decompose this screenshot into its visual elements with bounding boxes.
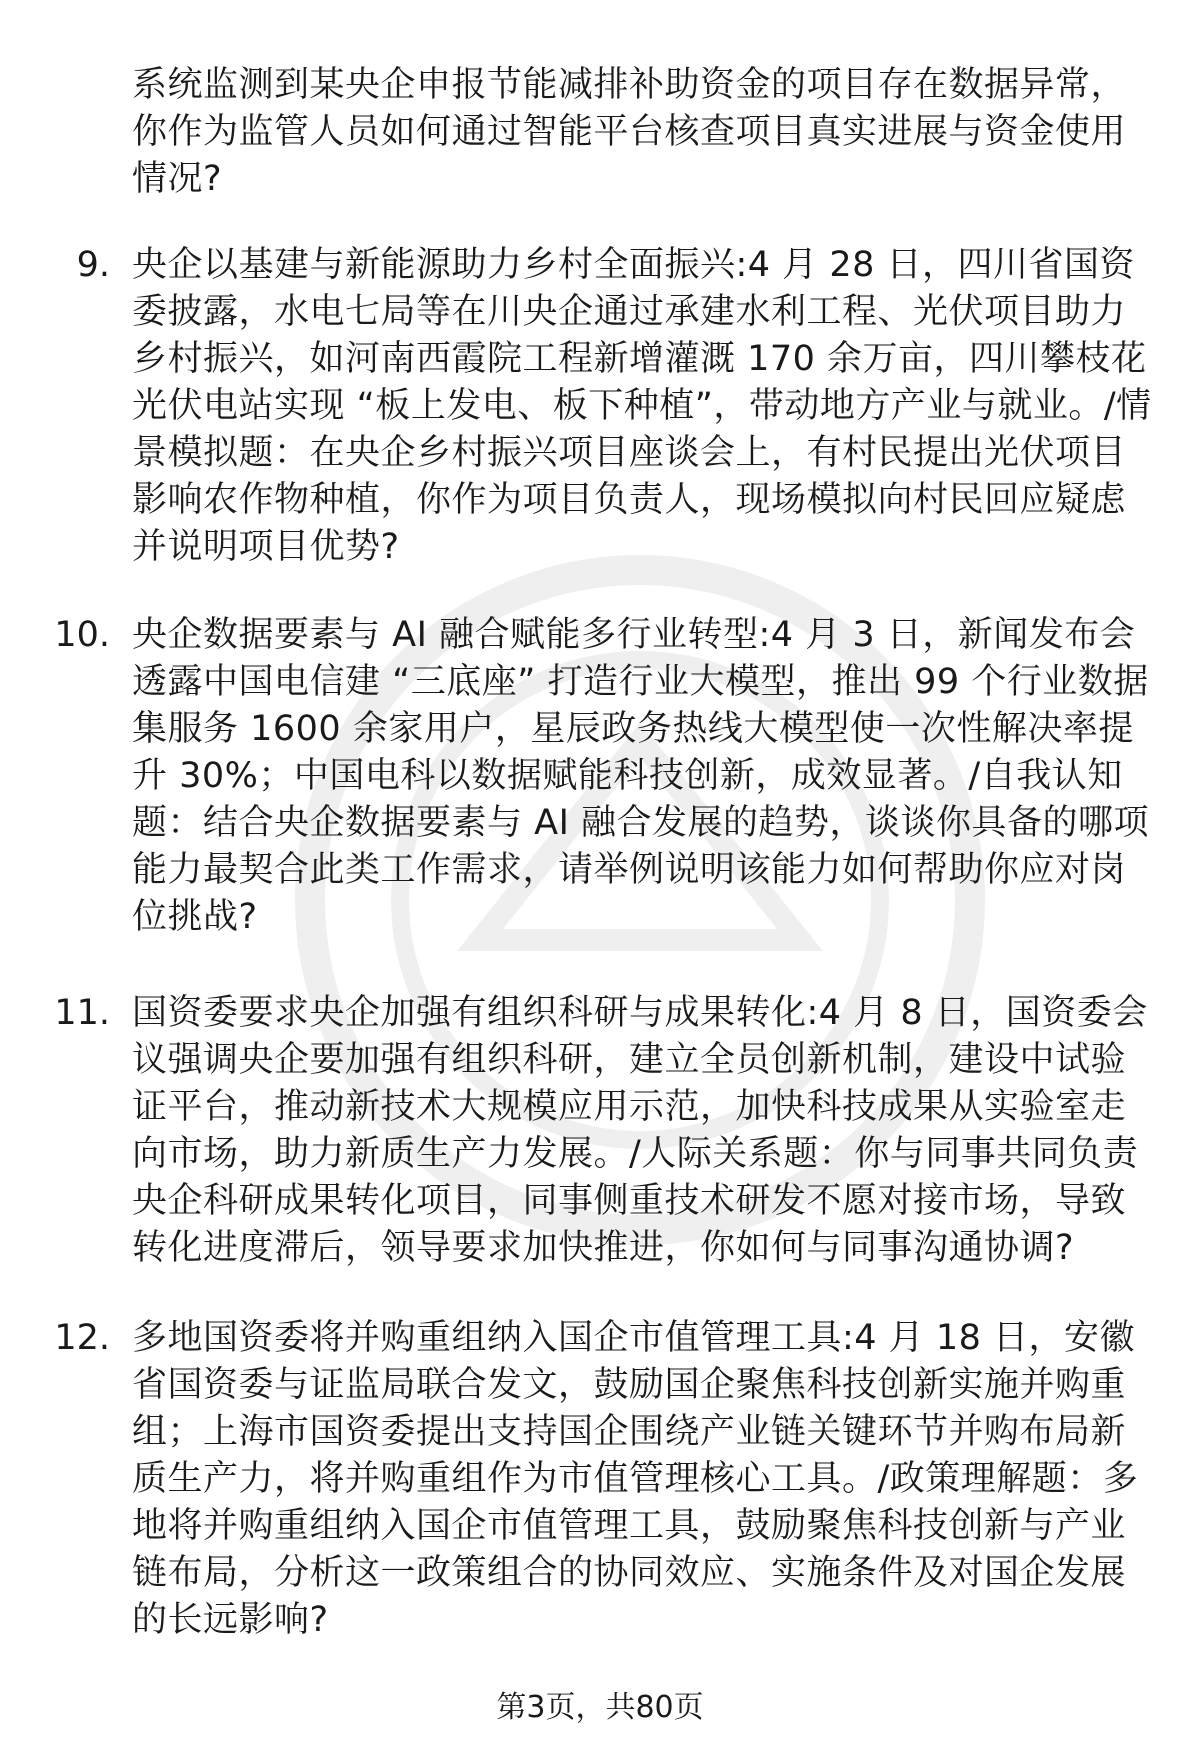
- question-text: 央企数据要素与 AI 融合赋能多行业转型:4 月 3 日，新闻发布会透露中国电信建 “三底座” 打造行业大模型，推出 99 个行业数据集服务 1600 余家用户，星辰政务热线大模型使一次性解决率提升 30%；中国电科以数据赋能科技创新，成效显著。/自我认知题：结合央企数据要素与 AI 融合发展的趋势，谈谈你具备的哪项能力最契合此类工作需求，请举例说明该能力如何帮助你应对岗位挑战?: [132, 615, 1150, 937]
- intro-paragraph: 系统监测到某央企申报节能减排补助资金的项目存在数据异常，你作为监管人员如何通过智能平台核查项目真实进展与资金使用情况?: [132, 65, 1127, 199]
- question-number: 11.: [54, 993, 110, 1033]
- page-footer: 第3页，共80页: [496, 1690, 704, 1725]
- question-text: 央企以基建与新能源助力乡村全面振兴:4 月 28 日，四川省国资委披露，水电七局等在川央企通过承建水利工程、光伏项目助力乡村振兴，如河南西霞院工程新增灌溉 170 余万亩，四川攀枝花光伏电站实现 “板上发电、板下种植”，带动地方产业与就业。/情景模拟题：在央企乡村振兴项目座谈会上，有村民提出光伏项目影响农作物种植，你作为项目负责人，现场模拟向村民回应疑虑并说明项目优势?: [132, 245, 1152, 567]
- question-number: 9.: [76, 245, 110, 285]
- question-text: 多地国资委将并购重组纳入国企市值管理工具:4 月 18 日，安徽省国资委与证监局联合发文，鼓励国企聚焦科技创新实施并购重组；上海市国资委提出支持国企围绕产业链关键环节并购布局新质生产力，将并购重组作为市值管理核心工具。/政策理解题：多地将并购重组纳入国企市值管理工具，鼓励聚焦科技创新与产业链布局，分析这一政策组合的协同效应、实施条件及对国企发展的长远影响?: [132, 1318, 1139, 1640]
- question-text: 国资委要求央企加强有组织科研与成果转化:4 月 8 日，国资委会议强调央企要加强有组织科研，建立全员创新机制，建设中试验证平台，推动新技术大规模应用示范，加快科技成果从实验室走向市场，助力新质生产力发展。/人际关系题：你与同事共同负责央企科研成果转化项目，同事侧重技术研发不愿对接市场，导致转化进度滞后，领导要求加快推进，你如何与同事沟通协调?: [132, 993, 1148, 1268]
- question-number: 10.: [54, 615, 110, 655]
- question-number: 12.: [54, 1318, 110, 1358]
